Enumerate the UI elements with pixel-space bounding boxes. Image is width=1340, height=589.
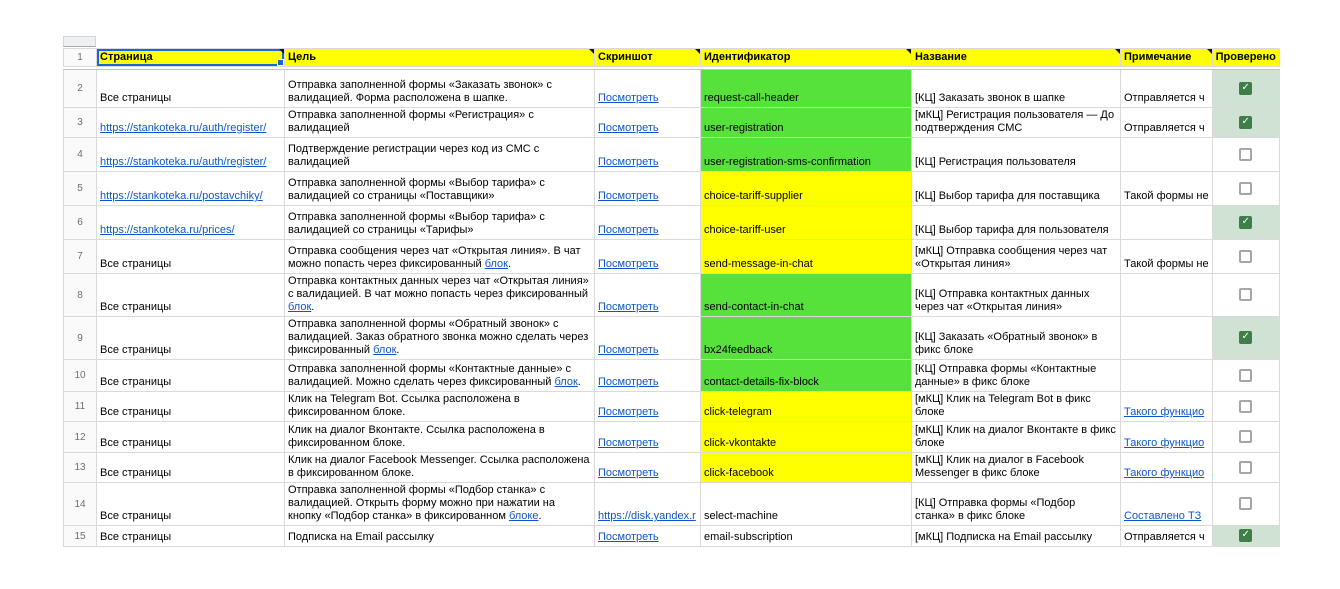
column-header-label: Страница [100, 50, 153, 63]
cell-page[interactable] [97, 360, 285, 392]
table-row [64, 172, 1280, 206]
cell-checked[interactable] [1212, 422, 1279, 453]
cell-checked[interactable] [1212, 70, 1279, 108]
row-number[interactable]: 6 [64, 206, 97, 240]
cell-identifier[interactable] [701, 317, 912, 360]
cell-screenshot[interactable] [595, 172, 701, 206]
cell-name[interactable] [912, 172, 1121, 206]
cell-checked[interactable] [1212, 108, 1279, 138]
cell-page[interactable] [97, 422, 285, 453]
selection-fill-handle-icon [277, 59, 284, 66]
identifier-text: send-message-in-chat [704, 258, 813, 270]
note-link[interactable]: Такого функцио [1124, 437, 1205, 449]
cell-checked[interactable] [1212, 360, 1279, 392]
name-text: [мКЦ] Подписка на Email рассылку [915, 531, 1093, 543]
row-number[interactable]: 10 [64, 360, 97, 392]
name-text: [КЦ] Регистрация пользователя [915, 156, 1076, 168]
page-url-link[interactable]: https://stankoteka.ru/prices/ [100, 224, 235, 236]
screenshot-link[interactable]: Посмотреть [598, 156, 659, 168]
cell-goal[interactable] [285, 108, 595, 138]
cell-page[interactable] [97, 317, 285, 360]
cell-identifier[interactable] [701, 483, 912, 526]
cell-goal[interactable] [285, 138, 595, 172]
cell-name[interactable] [912, 526, 1121, 547]
page-text: Все страницы [100, 531, 172, 543]
goal-inline-link[interactable]: блок [484, 258, 508, 270]
cell-note[interactable] [1121, 422, 1213, 453]
cell-page[interactable] [97, 453, 285, 483]
column-header-label: Идентификатор [704, 50, 791, 63]
cell-goal[interactable] [285, 317, 595, 360]
identifier-text: user-registration-sms-confirmation [704, 156, 871, 168]
cell-note[interactable] [1121, 138, 1213, 172]
cell-name[interactable] [912, 138, 1121, 172]
page-url-link[interactable]: https://stankoteka.ru/postavchiky/ [100, 190, 263, 202]
column-header-5[interactable] [912, 49, 1121, 67]
screenshot-link[interactable]: Посмотреть [598, 531, 659, 543]
goal-text: . [396, 344, 400, 356]
name-text: [КЦ] Отправка формы «Подбор станка» в фикс блоке [915, 497, 1076, 522]
identifier-text: click-facebook [704, 467, 774, 479]
cell-checked[interactable] [1212, 317, 1279, 360]
checkbox-checked[interactable]: ✓ [1239, 116, 1252, 129]
page-text: Все страницы [100, 467, 172, 479]
cell-page[interactable] [97, 526, 285, 547]
cell-checked[interactable] [1212, 526, 1279, 547]
goal-text: Отправка заполненной формы «Выбор тарифа» с валидацией со страницы «Поставщики» [288, 177, 545, 202]
note-text: Отправляется ч [1124, 531, 1205, 543]
screenshot-link[interactable]: Посмотреть [598, 190, 659, 202]
checkbox-checked[interactable]: ✓ [1239, 331, 1252, 344]
identifier-text: request-call-header [704, 92, 799, 104]
cell-goal[interactable] [285, 483, 595, 526]
cell-identifier[interactable] [701, 422, 912, 453]
screenshot-link[interactable]: Посмотреть [598, 376, 659, 388]
cell-identifier[interactable] [701, 206, 912, 240]
cell-name[interactable] [912, 422, 1121, 453]
cell-name[interactable] [912, 206, 1121, 240]
checkbox-checked[interactable]: ✓ [1239, 82, 1252, 95]
page-text: Все страницы [100, 376, 172, 388]
goal-text: Отправка заполненной формы «Подбор станка» с валидацией. Открыть форму можно при нажатии на кнопку «Подбор станка» в фиксированном [288, 484, 555, 522]
checkbox-unchecked[interactable] [1239, 430, 1252, 443]
identifier-text: contact-details-fix-block [704, 376, 819, 388]
page-text: Все страницы [100, 301, 172, 313]
goal-inline-link[interactable]: блок [373, 344, 397, 356]
row-number[interactable]: 9 [64, 317, 97, 360]
row-number[interactable]: 12 [64, 422, 97, 453]
goal-inline-link[interactable]: блок [554, 376, 578, 388]
cell-screenshot[interactable] [595, 206, 701, 240]
cell-goal[interactable] [285, 453, 595, 483]
goal-text: . [507, 258, 512, 270]
screenshot-link[interactable]: https://disk.yandex.r [598, 510, 696, 522]
screenshot-link[interactable]: Посмотреть [598, 437, 659, 449]
cell-note[interactable] [1121, 392, 1213, 422]
column-header-2[interactable] [285, 49, 595, 67]
name-text: [мКЦ] Клик на Telegram Bot в фикс блоке [915, 393, 1091, 418]
cell-identifier[interactable] [701, 274, 912, 317]
cell-goal[interactable] [285, 172, 595, 206]
checkbox-checked[interactable]: ✓ [1239, 216, 1252, 229]
table-row [64, 240, 1280, 274]
cell-checked[interactable] [1212, 453, 1279, 483]
screenshot-link[interactable]: Посмотреть [598, 301, 659, 313]
cell-note[interactable] [1121, 240, 1213, 274]
column-header-4[interactable] [701, 49, 912, 67]
column-header-label: Цель [288, 50, 317, 63]
header-row [64, 49, 1280, 67]
checkbox-unchecked[interactable] [1239, 497, 1252, 510]
cell-identifier[interactable] [701, 172, 912, 206]
row-number[interactable]: 8 [64, 274, 97, 317]
table-row [64, 317, 1280, 360]
goal-text: Отправка заполненной формы «Регистрация» с валидацией [288, 109, 534, 134]
note-corner-icon [589, 49, 594, 54]
goal-text: Подписка на Email рассылку [288, 531, 434, 543]
cell-identifier[interactable] [701, 453, 912, 483]
cell-page[interactable] [97, 240, 285, 274]
sheet-header-remnant [63, 36, 96, 47]
goal-text: Клик на диалог Facebook Messenger. Ссылка расположена в фиксированном блоке. [288, 454, 590, 479]
cell-name[interactable] [912, 274, 1121, 317]
cell-note[interactable] [1121, 206, 1213, 240]
cell-name[interactable] [912, 360, 1121, 392]
note-text: Такой формы не [1124, 258, 1209, 270]
checkbox-unchecked[interactable] [1239, 400, 1252, 413]
identifier-text: bx24feedback [704, 344, 773, 356]
checkbox-checked[interactable]: ✓ [1239, 529, 1252, 542]
name-text: [мКЦ] Отправка сообщения через чат «Открытая линия» [915, 245, 1108, 270]
goal-text: Клик на Telegram Bot. Ссылка расположена в фиксированном блоке. [288, 393, 520, 418]
cell-page[interactable] [97, 138, 285, 172]
page-text: Все страницы [100, 437, 172, 449]
cell-page[interactable] [97, 274, 285, 317]
table-row [64, 206, 1280, 240]
table-row [64, 483, 1280, 526]
table-row [64, 274, 1280, 317]
cell-note[interactable] [1121, 526, 1213, 547]
table-row [64, 108, 1280, 138]
cell-note[interactable] [1121, 70, 1213, 108]
cell-goal[interactable] [285, 422, 595, 453]
cell-checked[interactable] [1212, 138, 1279, 172]
goal-text: . [538, 510, 542, 522]
name-text: [мКЦ] Регистрация пользователя — До подтверждения СМС [915, 109, 1115, 134]
note-corner-icon [695, 49, 700, 54]
cell-page[interactable] [97, 206, 285, 240]
cell-checked[interactable] [1212, 240, 1279, 274]
checkbox-unchecked[interactable] [1239, 288, 1252, 301]
screenshot-link[interactable]: Посмотреть [598, 344, 659, 356]
table-row [64, 526, 1280, 547]
cell-goal[interactable] [285, 240, 595, 274]
goal-text: . [577, 376, 581, 388]
page-text: Все страницы [100, 92, 172, 104]
cell-identifier[interactable] [701, 526, 912, 547]
cell-note[interactable] [1121, 317, 1213, 360]
cell-identifier[interactable] [701, 138, 912, 172]
column-header-label: Название [915, 50, 967, 63]
sheet-body [64, 67, 1280, 547]
table-row [64, 360, 1280, 392]
table-row [64, 138, 1280, 172]
sheet-header-row [64, 49, 1280, 67]
screenshot-link[interactable]: Посмотреть [598, 258, 659, 270]
row-number[interactable]: 14 [64, 483, 97, 526]
cell-note[interactable] [1121, 172, 1213, 206]
row-number[interactable]: 5 [64, 172, 97, 206]
screenshot-link[interactable]: Посмотреть [598, 224, 659, 236]
page-text: Все страницы [100, 406, 172, 418]
cell-screenshot[interactable] [595, 240, 701, 274]
cell-note[interactable] [1121, 108, 1213, 138]
cell-page[interactable] [97, 483, 285, 526]
cell-identifier[interactable] [701, 70, 912, 108]
name-text: [КЦ] Отправка контактных данных через чат «Открытая линия» [915, 288, 1090, 313]
identifier-text: select-machine [704, 510, 778, 522]
cell-goal[interactable] [285, 206, 595, 240]
cell-screenshot[interactable] [595, 274, 701, 317]
cell-note[interactable] [1121, 453, 1213, 483]
cell-identifier[interactable] [701, 392, 912, 422]
cell-screenshot[interactable] [595, 422, 701, 453]
cell-checked[interactable] [1212, 483, 1279, 526]
name-text: [КЦ] Выбор тарифа для поставщика [915, 190, 1100, 202]
row-number[interactable]: 2 [64, 70, 97, 108]
goal-text: Отправка заполненной формы «Заказать звонок» с валидацией. Форма расположена в шапке. [288, 79, 552, 104]
goal-text: Отправка заполненной формы «Выбор тарифа» с валидацией со страницы «Тарифы» [288, 211, 545, 236]
cell-note[interactable] [1121, 360, 1213, 392]
cell-screenshot[interactable] [595, 453, 701, 483]
cell-checked[interactable] [1212, 392, 1279, 422]
checkbox-unchecked[interactable] [1239, 369, 1252, 382]
cell-name[interactable] [912, 317, 1121, 360]
cell-page[interactable] [97, 108, 285, 138]
column-header-label: Скриншот [598, 50, 653, 63]
note-corner-icon [279, 49, 284, 54]
note-link[interactable]: Такого функцио [1124, 467, 1205, 479]
cell-page[interactable] [97, 172, 285, 206]
cell-name[interactable] [912, 392, 1121, 422]
cell-checked[interactable] [1212, 274, 1279, 317]
cell-identifier[interactable] [701, 360, 912, 392]
cell-screenshot[interactable] [595, 70, 701, 108]
goal-text: . [311, 301, 315, 313]
goal-text: Отправка контактных данных через чат «Открытая линия» с валидацией. В чат можно попасть через фиксированный [288, 275, 589, 300]
table-row [64, 70, 1280, 108]
cell-screenshot[interactable] [595, 483, 701, 526]
goal-inline-link[interactable]: блоке [508, 510, 539, 522]
note-link[interactable]: Такого функцио [1124, 406, 1205, 418]
table-row [64, 453, 1280, 483]
screenshot-link[interactable]: Посмотреть [598, 122, 659, 134]
cell-goal[interactable] [285, 274, 595, 317]
identifier-text: email-subscription [704, 531, 793, 543]
column-header-label: Проверено [1215, 50, 1276, 63]
checkbox-unchecked[interactable] [1239, 148, 1252, 161]
page-text: Все страницы [100, 344, 172, 356]
identifier-text: user-registration [704, 122, 784, 134]
cell-note[interactable] [1121, 483, 1213, 526]
name-text: [мКЦ] Клик на диалог Вконтакте в фикс блоке [915, 424, 1116, 449]
row-number[interactable]: 15 [64, 526, 97, 547]
qa-checklist-table [63, 48, 1280, 547]
cell-goal[interactable] [285, 392, 595, 422]
identifier-text: send-contact-in-chat [704, 301, 804, 313]
row-number[interactable]: 1 [64, 49, 97, 67]
row-number[interactable]: 7 [64, 240, 97, 274]
column-header-1[interactable] [97, 49, 285, 67]
note-text: Отправляется ч [1124, 122, 1205, 134]
row-number[interactable]: 3 [64, 108, 97, 138]
checkbox-unchecked[interactable] [1239, 182, 1252, 195]
note-text: Такой формы не [1124, 190, 1209, 202]
cell-page[interactable] [97, 70, 285, 108]
cell-name[interactable] [912, 108, 1121, 138]
cell-name[interactable] [912, 453, 1121, 483]
cell-screenshot[interactable] [595, 138, 701, 172]
page-text: Все страницы [100, 510, 172, 522]
cell-screenshot[interactable] [595, 317, 701, 360]
note-link[interactable]: Составлено ТЗ [1124, 510, 1202, 522]
cell-goal[interactable] [285, 360, 595, 392]
column-header-6[interactable] [1121, 49, 1213, 67]
goal-text: Отправка заполненной формы «Контактные данные» с валидацией. Можно сделать через фиксированный [288, 363, 572, 388]
goal-text: Отправка сообщения через чат «Открытая линия». В чат можно попасть через фиксированный [288, 245, 581, 270]
cell-goal[interactable] [285, 526, 595, 547]
table-row [64, 392, 1280, 422]
goal-inline-link[interactable]: блок [288, 301, 312, 313]
name-text: [КЦ] Выбор тарифа для пользователя [915, 224, 1109, 236]
cell-identifier[interactable] [701, 240, 912, 274]
page-url-link[interactable]: https://stankoteka.ru/auth/register/ [100, 122, 267, 134]
page-text: Все страницы [100, 258, 172, 270]
screenshot-link[interactable]: Посмотреть [598, 467, 659, 479]
cell-screenshot[interactable] [595, 392, 701, 422]
cell-screenshot[interactable] [595, 360, 701, 392]
name-text: [КЦ] Заказать звонок в шапке [915, 92, 1066, 104]
cell-checked[interactable] [1212, 206, 1279, 240]
name-text: [мКЦ] Клик на диалог в Facebook Messenger в фикс блоке [915, 454, 1084, 479]
goal-text: Подтверждение регистрации через код из СМС с валидацией [288, 143, 540, 168]
cell-checked[interactable] [1212, 172, 1279, 206]
row-number[interactable]: 13 [64, 453, 97, 483]
note-text: Отправляется ч [1124, 92, 1205, 104]
row-number[interactable]: 11 [64, 392, 97, 422]
note-corner-icon [1115, 49, 1120, 54]
row-number[interactable]: 4 [64, 138, 97, 172]
identifier-text: click-telegram [704, 406, 772, 418]
cell-screenshot[interactable] [595, 526, 701, 547]
note-corner-icon [1207, 49, 1212, 54]
cell-name[interactable] [912, 70, 1121, 108]
identifier-text: choice-tariff-user [704, 224, 786, 236]
goal-text: Отправка заполненной формы «Обратный звонок» с валидацией. Заказ обратного звонка можно сделать через фиксированный [288, 318, 589, 356]
identifier-text: click-vkontakte [704, 437, 777, 449]
checkbox-unchecked[interactable] [1239, 461, 1252, 474]
column-header-label: Примечание [1124, 50, 1192, 63]
identifier-text: choice-tariff-supplier [704, 190, 803, 202]
cell-identifier[interactable] [701, 108, 912, 138]
checkbox-unchecked[interactable] [1239, 250, 1252, 263]
cell-page[interactable] [97, 392, 285, 422]
column-header-3[interactable] [595, 49, 701, 67]
cell-screenshot[interactable] [595, 108, 701, 138]
cell-name[interactable] [912, 240, 1121, 274]
screenshot-link[interactable]: Посмотреть [598, 406, 659, 418]
cell-name[interactable] [912, 483, 1121, 526]
page-url-link[interactable]: https://stankoteka.ru/auth/register/ [100, 156, 267, 168]
table-row [64, 422, 1280, 453]
cell-note[interactable] [1121, 274, 1213, 317]
cell-goal[interactable] [285, 70, 595, 108]
column-header-7[interactable] [1212, 49, 1279, 67]
name-text: [КЦ] Заказать «Обратный звонок» в фикс блоке [915, 331, 1098, 356]
note-corner-icon [906, 49, 911, 54]
goal-text: Клик на диалог Вконтакте. Ссылка расположена в фиксированном блоке. [288, 424, 545, 449]
screenshot-link[interactable]: Посмотреть [598, 92, 659, 104]
name-text: [КЦ] Отправка формы «Контактные данные» в фикс блоке [915, 363, 1097, 388]
